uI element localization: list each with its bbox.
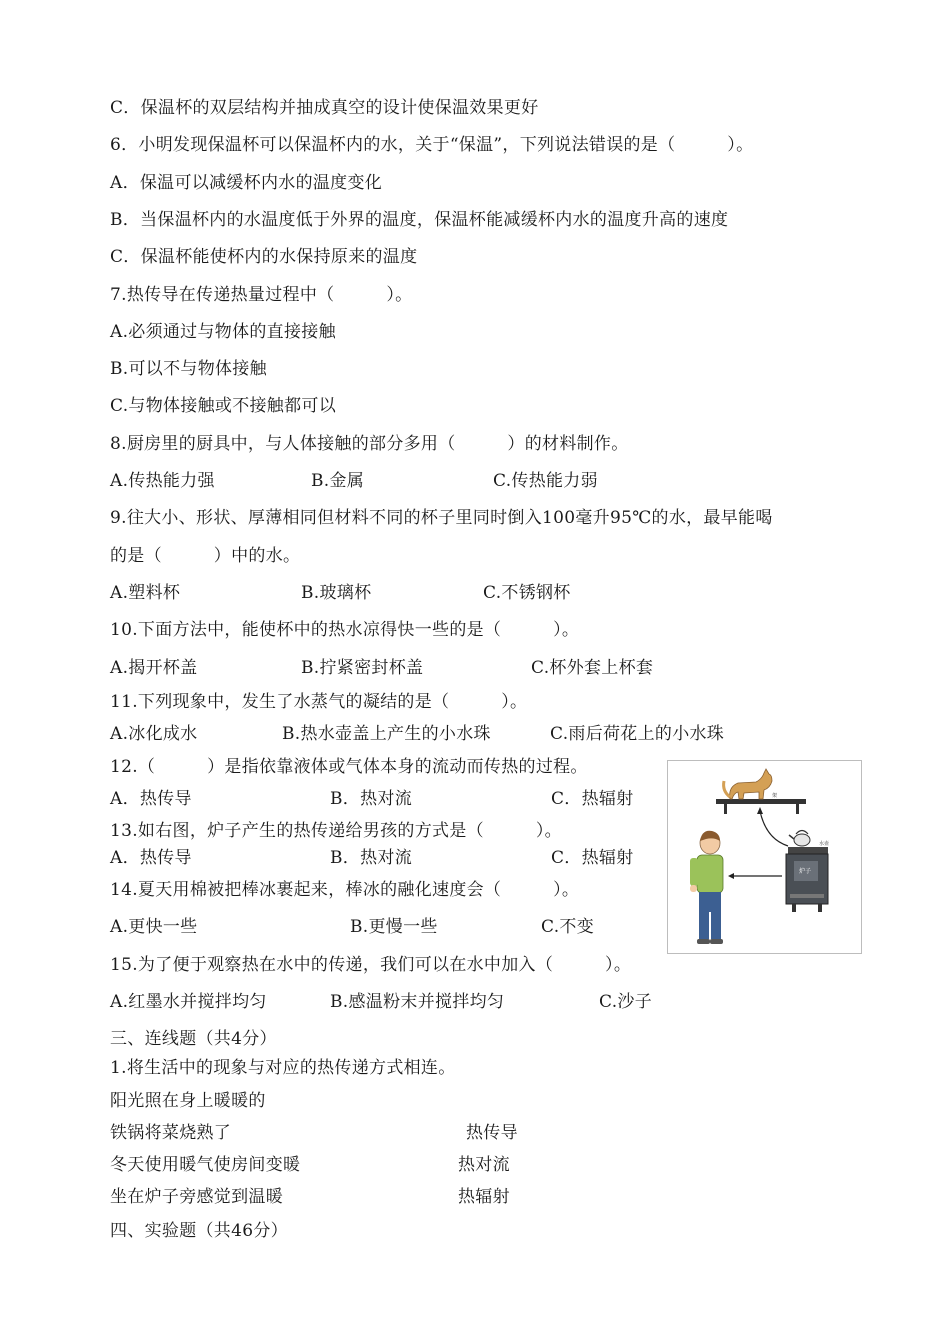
q7-option-b: B.可以不与物体接触 bbox=[110, 359, 267, 379]
q7-option-c: C.与物体接触或不接触都可以 bbox=[110, 396, 337, 416]
matching-right-1: 热传导 bbox=[466, 1123, 518, 1143]
matching-left-2: 铁锅将菜烧熟了 bbox=[110, 1123, 232, 1143]
q14-stem: 14.夏天用棉被把棒冰裹起来，棒冰的融化速度会（ ）。 bbox=[110, 880, 580, 900]
q11-option-a: A.冰化成水 bbox=[110, 724, 198, 744]
q6-option-c: C．保温杯能使杯内的水保持原来的温度 bbox=[110, 247, 418, 267]
q15-option-c: C.沙子 bbox=[599, 992, 653, 1012]
q9-option-c: C.不锈钢杯 bbox=[483, 583, 571, 603]
q6-option-b: B．当保温杯内的水温度低于外界的温度，保温杯能减缓杯内水的温度升高的速度 bbox=[110, 210, 729, 230]
q10-option-b: B.拧紧密封杯盖 bbox=[301, 658, 424, 678]
matching-right-3: 热辐射 bbox=[458, 1187, 510, 1207]
q9-stem: 9.往大小、形状、厚薄相同但材料不同的杯子里同时倒入100毫升95℃的水，最早能喝 bbox=[110, 508, 773, 528]
matching-instruction: 1.将生活中的现象与对应的热传递方式相连。 bbox=[110, 1058, 456, 1078]
section-3-heading: 三、连线题（共4分） bbox=[110, 1029, 277, 1049]
q8-stem: 8.厨房里的厨具中，与人体接触的部分多用（ ）的材料制作。 bbox=[110, 434, 629, 454]
q10-stem: 10.下面方法中，能使杯中的热水凉得快一些的是（ ）。 bbox=[110, 620, 580, 640]
q13-stem: 13.如右图，炉子产生的热传递给男孩的方式是（ ）。 bbox=[110, 821, 562, 841]
shelf-label: 架 bbox=[772, 793, 778, 799]
kettle-icon bbox=[789, 831, 810, 847]
q11-option-b: B.热水壶盖上产生的小水珠 bbox=[282, 724, 491, 744]
heat-transfer-figure bbox=[667, 760, 862, 954]
q7-option-a: A.必须通过与物体的直接接触 bbox=[110, 322, 336, 342]
kettle-label: 水壶 bbox=[819, 841, 830, 847]
q12-option-a: A．热传导 bbox=[110, 789, 192, 809]
matching-left-3: 冬天使用暖气使房间变暖 bbox=[110, 1155, 301, 1175]
cat-icon bbox=[724, 769, 772, 799]
q6-option-a: A．保温可以减缓杯内水的温度变化 bbox=[110, 173, 383, 193]
section-4-heading: 四、实验题（共46分） bbox=[110, 1221, 288, 1241]
q10-option-a: A.揭开杯盖 bbox=[110, 658, 198, 678]
q15-option-b: B.感温粉末并搅拌均匀 bbox=[330, 992, 505, 1012]
arrow-icon bbox=[728, 807, 788, 879]
stove-label: 炉子 bbox=[799, 868, 812, 875]
q8-option-c: C.传热能力弱 bbox=[493, 471, 598, 491]
q9-stem-cont: 的是（ ）中的水。 bbox=[110, 546, 301, 566]
matching-left-4: 坐在炉子旁感觉到温暖 bbox=[110, 1187, 283, 1207]
q12-option-b: B．热对流 bbox=[330, 789, 412, 809]
q15-option-a: A.红墨水并搅拌均匀 bbox=[110, 992, 267, 1012]
q13-option-b: B．热对流 bbox=[330, 848, 412, 868]
figure-svg bbox=[668, 761, 861, 953]
q14-option-c: C.不变 bbox=[541, 917, 595, 937]
q12-option-c: C．热辐射 bbox=[551, 789, 634, 809]
q10-option-c: C.杯外套上杯套 bbox=[531, 658, 654, 678]
q5-option-c: C．保温杯的双层结构并抽成真空的设计使保温效果更好 bbox=[110, 98, 539, 118]
q6-stem: 6．小明发现保温杯可以保温杯内的水，关于“保温”，下列说法错误的是（ ）。 bbox=[110, 135, 754, 155]
q13-option-c: C．热辐射 bbox=[551, 848, 634, 868]
q14-option-a: A.更快一些 bbox=[110, 917, 198, 937]
q14-option-b: B.更慢一些 bbox=[350, 917, 438, 937]
q13-option-a: A．热传导 bbox=[110, 848, 192, 868]
q9-option-a: A.塑料杯 bbox=[110, 583, 181, 603]
stove-icon bbox=[786, 847, 828, 912]
q12-stem: 12.（ ）是指依靠液体或气体本身的流动而传热的过程。 bbox=[110, 757, 588, 777]
boy-icon bbox=[690, 831, 723, 944]
q7-stem: 7.热传导在传递热量过程中（ ）。 bbox=[110, 285, 413, 305]
q9-option-b: B.玻璃杯 bbox=[301, 583, 372, 603]
q8-option-a: A.传热能力强 bbox=[110, 471, 215, 491]
q15-stem: 15.为了便于观察热在水中的传递，我们可以在水中加入（ ）。 bbox=[110, 955, 632, 975]
matching-left-1: 阳光照在身上暖暖的 bbox=[110, 1091, 266, 1111]
q11-option-c: C.雨后荷花上的小水珠 bbox=[550, 724, 725, 744]
q8-option-b: B.金属 bbox=[311, 471, 365, 491]
q11-stem: 11.下列现象中，发生了水蒸气的凝结的是（ ）。 bbox=[110, 692, 528, 712]
matching-right-2: 热对流 bbox=[458, 1155, 510, 1175]
